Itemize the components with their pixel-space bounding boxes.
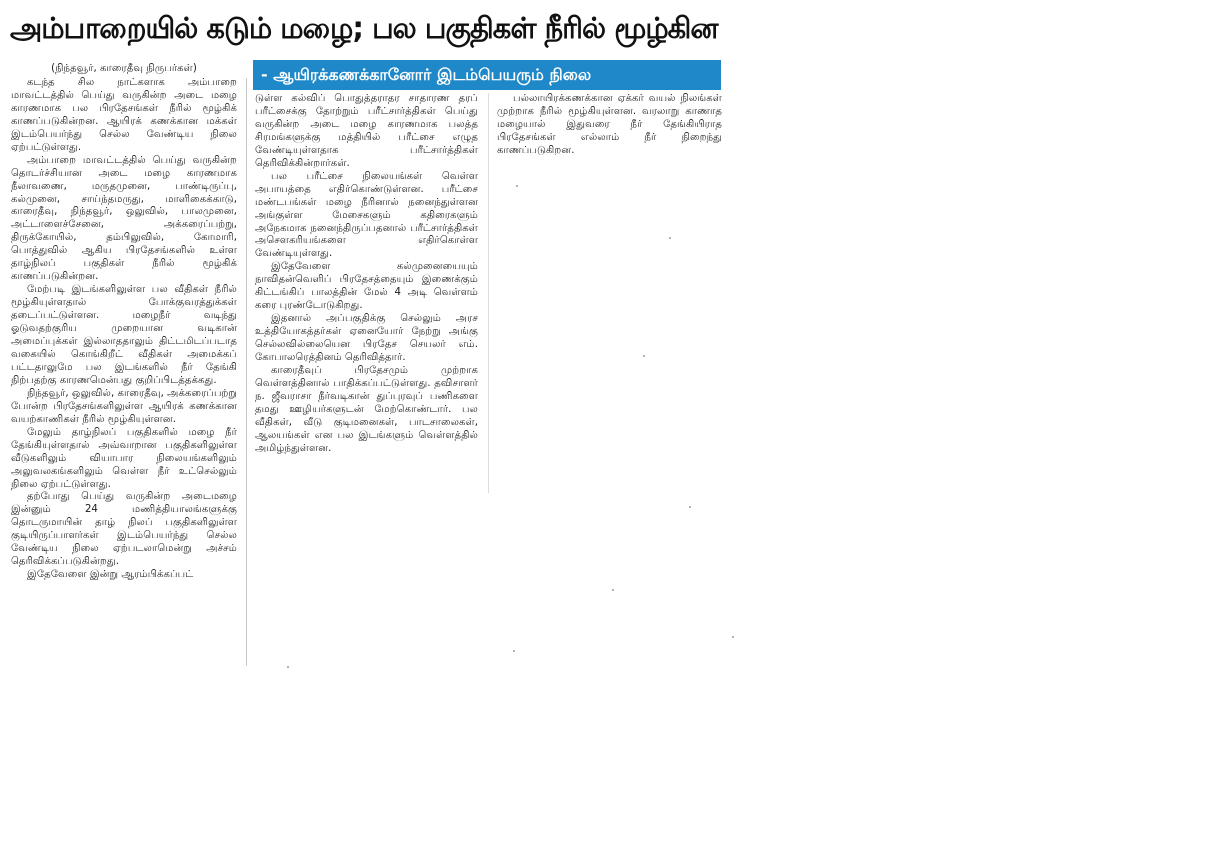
- paragraph: பல்லாயிரக்கணக்கான ஏக்கர் வயல் நிலங்கள் முற்றாக நீரில் மூழ்கியுள்ளன. வரலாறு காணாத மழையால் இதுவரை நீர் தேங்கியிராத பிரதேசங்கள் எல்லாம் நீர் நிறைந்து காணப்படுகிறன.: [497, 93, 722, 156]
- paragraph: நிந்தவூர், ஒலுவில், காரைதீவு, அக்கரைப்பற்று போன்ற பிரதேசங்களிலுள்ள ஆயிரக் கணக்கான வயற்காணிகள் நீரில் மூழ்கியுள்ளன.: [11, 387, 237, 425]
- scan-speck: [513, 650, 515, 652]
- byline: (நிந்தவூர், காரைதீவு நிருபர்கள்): [51, 63, 197, 74]
- scan-speck: [612, 589, 614, 591]
- scan-speck: [516, 185, 518, 187]
- scan-speck: [669, 237, 671, 239]
- scan-speck: [732, 636, 734, 638]
- article-column-2: [255, 93, 478, 493]
- article-column-3: [497, 93, 722, 163]
- paragraph: காரைதீவுப் பிரதேசமும் முற்றாக வெள்ளத்தினால் பாதிக்கப்பட்டுள்ளது. தவிசாளர் ந. ஜீவராசா நீர்வடிகான் துப்புரவுப் பணிகளை தமது ஊழியர்களுடன் மேற்கொண்டார். பல வீதிகள், வீடு குடிமனைகள், பாடசாலைகள், ஆலயங்கள் என பல இடங்களும் வெள்ளத்தில் அமிழ்ந்துள்ளன.: [255, 365, 478, 454]
- paragraph: மேற்படி இடங்களிலுள்ள பல வீதிகள் நீரில் மூழ்கியுள்ளதால் போக்குவரத்துக்கள் தடைப்பட்டுள்ளன. மழைநீர் வடிந்து ஓடுவதற்குரிய முறையான வடிகான் அமைப்புக்கள் இல்லாததாலும் திட்டமிடப்படாத வகையில் கொங்கிறீட் வீதிகள் அமைக்கப் பட்டதாலுமே பல இடங்களில் நீர் தேங்கி நிற்பதற்கு காரணமென்பது குறிப்பிடத்தக்கது.: [11, 284, 237, 386]
- scan-speck: [643, 355, 645, 357]
- paragraph: பல பரீட்சை நிலையங்கள் வெள்ள அபாயத்தை எதிர்கொண்டுள்ளன. பரீட்சை மண்டபங்கள் மழை நீரினால் நனைந்துள்ளன அங்குள்ள மேசைகளும் கதிரைகளும் அநேகமாக நனைந்திருப்பதனால் பரீட்சார்த்திகள் அசௌகரியங்களை எதிர்கொள்ள வேண்டியுள்ளது.: [255, 170, 478, 260]
- article-column-1: [11, 63, 237, 665]
- paragraph: இதேவேளை கல்முனையையும் நாவிதன்வெளிப் பிரதேசத்தையும் இணைக்கும் கிட்டங்கிப் பாலத்தின் மேல் 4 அடி வெள்ளம் கரை புரண்டோடுகிறது.: [255, 261, 478, 312]
- column-divider: [488, 93, 489, 493]
- subheadline-banner: - ஆயிரக்கணக்கானோர் இடம்பெயரும் நிலை: [253, 60, 721, 90]
- paragraph: கடந்த சில நாட்களாக அம்பாறை மாவட்டத்தில் பெய்து வருகின்ற அடை மழை காரணமாக பல பிரதேசங்கள் நீரில் மூழ்கிக் காணப்படுகின்றன. ஆயிரக் கணக்கான மக்கள் இடம்பெயர்ந்து செல்ல வேண்டிய நிலை ஏற்பட்டுள்ளது.: [11, 76, 237, 153]
- paragraph: இதனால் அப்பகுதிக்கு செல்லும் அரச உத்தியோகத்தர்கள் ஏனையோர் நேற்று அங்கு செல்லவில்லையென பிரதேச செயலர் எம். கோபாலரெத்தினம் தெரிவித்தார்.: [255, 313, 478, 364]
- scan-speck: [287, 666, 289, 668]
- paragraph: இதேவேளை இன்று ஆரம்பிக்கப்பட்: [27, 569, 194, 581]
- scan-speck: [689, 506, 691, 508]
- paragraph: டுள்ள கல்விப் பொதுத்தராதர சாதாரண தரப் பரீட்சைக்கு தோற்றும் பரீட்சார்த்திகள் பெய்து வருகின்ற அடை மழை காரணமாக பலத்த சிரமங்களுக்கு மத்தியில் பரீட்சை எழுத வேண்டியுள்ளதாக பரீட்சார்த்திகள் தெரிவிக்கின்றார்கள்.: [255, 93, 478, 169]
- paragraph: தற்போது பெய்து வருகின்ற அடைமழை இன்னும் 24 மணித்தியாலங்களுக்கு தொடருமாயின் தாழ் நிலப் பகுதிகளிலுள்ள குடியிருப்பாளர்கள் இடம்பெயர்ந்து செல்ல வேண்டிய நிலை ஏற்படலாமென்று அச்சம் தெரிவிக்கப்படுகின்றது.: [11, 491, 237, 568]
- headline: அம்பாறையில் கடும் மழை; பல பகுதிகள் நீரில் மூழ்கின: [10, 11, 718, 45]
- paragraph: மேலும் தாழ்நிலப் பகுதிகளில் மழை நீர் தேங்கியுள்ளதால் அவ்வாறான பகுதிகளிலுள்ள வீடுகளிலும் வியாபார நிலையங்களிலும் அலுவலகங்களிலும் வெள்ள நீர் உட்செல்லும் நிலை ஏற்பட்டுள்ளது.: [11, 426, 237, 490]
- paragraph: அம்பாறை மாவட்டத்தில் பெய்து வருகின்ற தொடர்ச்சியான அடை மழை காரணமாக நீலாவணை, மருதமுனை, பாண்டிருப்பு, கல்முனை, சாய்ந்தமருது, மாளிகைக்காடு, காரைதீவு, நிந்தவூர், ஒலுவில், பாலமுனை, அட்டாளைச்சேனை, அக்கரைப்பற்று, திருக்கோயில், தம்பிலுவில், கோமாரி, பொத்துவில் ஆகிய பிரதேசங்களில் உள்ள தாழ்நிலப் பகுதிகள் நீரில் மூழ்கிக் காணப்படுகின்றன.: [11, 154, 237, 283]
- column-divider: [246, 78, 247, 666]
